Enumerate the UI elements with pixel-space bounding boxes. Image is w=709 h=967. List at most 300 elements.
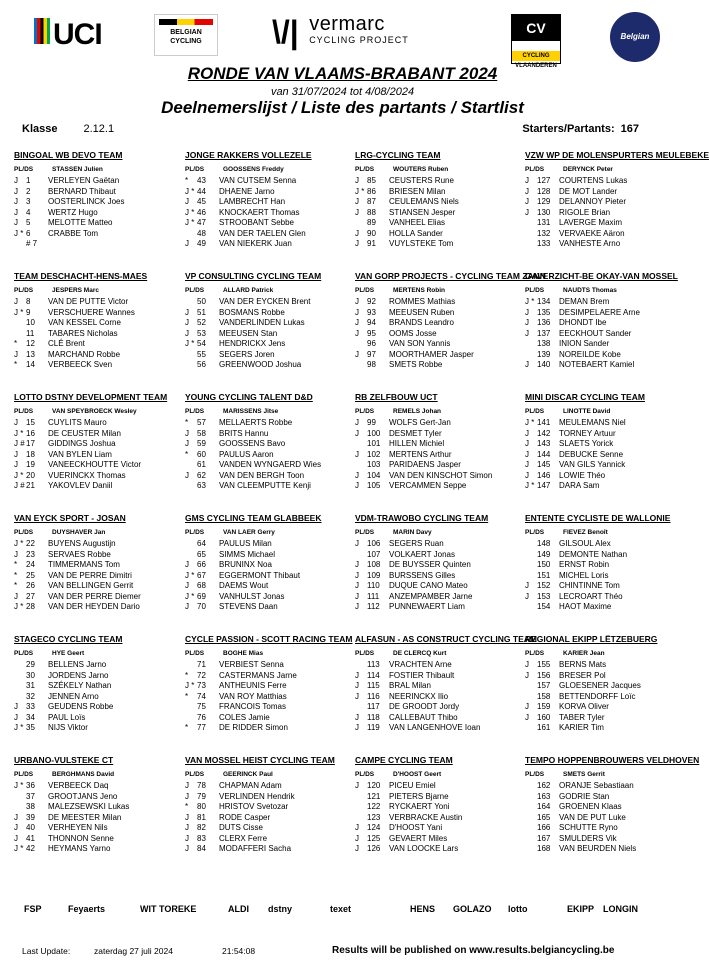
- rider-name: CLÉ Brent: [48, 339, 85, 348]
- rider-name: TORNEY Artuur: [559, 428, 616, 438]
- rider-row: [14, 581, 174, 592]
- rider-row: [355, 681, 515, 692]
- rider-row: [185, 592, 345, 603]
- rider-row: [185, 318, 345, 329]
- rider-name: DEMAN Brem: [559, 297, 610, 306]
- rider-name: NOREILDE Kobe: [559, 349, 621, 359]
- rider-number: 23: [26, 549, 35, 559]
- rider-row: [185, 571, 345, 582]
- rider-category: J: [14, 712, 18, 722]
- team-director: PL/DS DUYSHAVER Jan: [14, 529, 106, 536]
- rider-number: 163: [537, 791, 551, 801]
- team-name: GMS CYCLING TEAM GLABBEEK: [185, 513, 322, 523]
- rider-number: 43: [197, 176, 206, 185]
- rider-row: [355, 581, 515, 592]
- team-director: PL/DS ALLARD Patrick: [185, 287, 274, 294]
- rider-row: [525, 481, 685, 492]
- rider-row: [185, 297, 345, 308]
- rider-row: [14, 229, 174, 240]
- rider-row: [355, 823, 515, 834]
- rider-number: 76: [197, 712, 206, 722]
- rider-number: 149: [537, 549, 551, 559]
- rider-number: 67: [197, 570, 206, 580]
- rider-row: [525, 781, 685, 792]
- rider-number: 80: [197, 802, 206, 811]
- rider-name: BRIESEN Milan: [389, 186, 446, 196]
- rider-number: 16: [26, 428, 35, 438]
- rider-row: [525, 702, 685, 713]
- rider-name: BETTENDORFF Loïc: [559, 691, 636, 701]
- rider-name: PAULUS Milan: [219, 539, 272, 548]
- rider-number: 1: [26, 176, 31, 185]
- rider-name: MICHEL Loris: [559, 570, 609, 580]
- rider-name: DE MOT Lander: [559, 186, 618, 196]
- rider-name: ERNST Robin: [559, 560, 610, 569]
- rider-name: VAN DER TAELEN Glen: [219, 228, 306, 238]
- rider-row: [14, 471, 174, 482]
- rider-category: J: [525, 207, 529, 217]
- rider-category: J: [525, 307, 529, 317]
- rider-category: J: [355, 691, 359, 701]
- rider-name: VOLKAERT Jonas: [389, 549, 455, 559]
- team-block: [355, 634, 537, 734]
- rider-row: [185, 481, 345, 492]
- rider-category: J: [185, 318, 189, 327]
- rider-name: VAN LANGENHOVE Ioan: [389, 723, 481, 732]
- rider-category: *: [185, 691, 189, 701]
- team-name: YOUNG CYCLING TALENT D&D: [185, 392, 313, 402]
- rider-name: DE BUYSSER Quinten: [389, 560, 471, 569]
- rider-category: J: [355, 823, 359, 832]
- rider-name: MELLAERTS Robbe: [219, 418, 293, 427]
- rider-number: 133: [537, 239, 551, 248]
- rider-name: BRANDS Leandro: [389, 318, 454, 327]
- rider-number: 119: [367, 723, 380, 732]
- startlist-subtitle: Deelnemerslijst / Liste des partants / Startlist: [161, 98, 524, 117]
- rider-number: 159: [537, 702, 551, 711]
- team-name: CAMPE CYCLING TEAM: [355, 755, 453, 765]
- team-director: PL/DS GOOSSENS Freddy: [185, 166, 284, 173]
- rider-category: J: [14, 197, 18, 206]
- rider-category: *: [14, 560, 18, 569]
- rider-name: VANHULST Jonas: [219, 591, 285, 601]
- rider-name: VAN DE PUT Luke: [559, 812, 626, 822]
- rider-name: NEERINCKX Ilio: [389, 691, 449, 701]
- rider-number: 100: [367, 428, 381, 438]
- rider-row: [14, 723, 174, 734]
- rider-row: [185, 844, 345, 855]
- rider-name: JORDENS Jarno: [48, 670, 109, 680]
- uci-logo: UCI: [34, 18, 102, 52]
- rider-category: J: [14, 186, 18, 196]
- rider-category: J: [355, 228, 359, 238]
- rider-number: 104: [367, 470, 381, 480]
- rider-number: 92: [367, 297, 376, 306]
- rider-name: DE CEUSTER Milan: [48, 428, 121, 438]
- rider-category: J: [185, 307, 189, 317]
- rider-name: HEYMANS Yarno: [48, 844, 111, 853]
- rider-number: 27: [26, 591, 35, 601]
- rider-number: 20: [26, 470, 35, 480]
- rider-row: [14, 329, 174, 340]
- rider-row: [14, 176, 174, 187]
- rider-row: [525, 350, 685, 361]
- rider-row: [355, 239, 515, 250]
- rider-name: STIANSEN Jesper: [389, 207, 456, 217]
- rider-name: BOSMANS Robbe: [219, 307, 285, 317]
- rider-category: J *: [14, 602, 24, 611]
- rider-row: [355, 571, 515, 582]
- team-name: VP CONSULTING CYCLING TEAM: [185, 271, 322, 281]
- rider-number: 49: [197, 239, 206, 248]
- sponsor-logo: EKIPP: [567, 904, 595, 914]
- rider-category: J *: [14, 228, 24, 238]
- rider-name: KARIER Tim: [559, 723, 604, 732]
- team-name: TEAM DESCHACHT-HENS-MAES: [14, 271, 148, 281]
- rider-row: [185, 218, 345, 229]
- rider-category: J: [185, 470, 189, 480]
- rider-row: [14, 802, 174, 813]
- cycling-vlaanderen-logo: CV CYCLING VLAANDEREN: [511, 14, 561, 64]
- rider-number: 29: [26, 660, 35, 669]
- sponsor-bar: [0, 898, 685, 932]
- rider-number: 44: [197, 186, 206, 196]
- rider-name: HAOT Maxime: [559, 602, 612, 611]
- rider-category: J *: [185, 681, 195, 690]
- rider-number: 21: [26, 481, 35, 490]
- team-name: JONGE RAKKERS VOLLEZELE: [185, 150, 312, 160]
- rider-number: 162: [537, 781, 551, 790]
- team-name: VDM-TRAWOBO CYCLING TEAM: [355, 513, 489, 523]
- team-block: [355, 150, 515, 250]
- rider-name: SEGERS Ruan: [389, 539, 444, 548]
- rider-number: 9: [26, 307, 31, 317]
- team-block: [525, 150, 709, 250]
- rider-name: GODRIE Stan: [559, 791, 610, 801]
- rider-name: DE GROODT Jordy: [389, 702, 460, 711]
- rider-row: [14, 692, 174, 703]
- rider-name: WERTZ Hugo: [48, 207, 98, 217]
- rider-category: J: [185, 197, 189, 206]
- rider-row: [355, 692, 515, 703]
- rider-number: 52: [197, 318, 206, 327]
- rider-name: DESIMPELAERE Arne: [559, 307, 640, 317]
- rider-category: J: [355, 712, 359, 722]
- rider-name: RODE Casper: [219, 812, 271, 822]
- rider-row: [525, 602, 685, 613]
- rider-row: [14, 297, 174, 308]
- rider-number: 57: [197, 418, 206, 427]
- rider-row: [525, 592, 685, 603]
- rider-category: J: [525, 439, 529, 448]
- rider-number: 90: [367, 228, 376, 238]
- rider-category: J: [355, 207, 359, 217]
- rider-category: J: [14, 549, 18, 559]
- rider-name: BUYENS Augustijn: [48, 539, 116, 548]
- rider-category: J: [355, 670, 359, 680]
- team-name: MINI DISCAR CYCLING TEAM: [525, 392, 645, 402]
- team-director: PL/DS BERGHMANS David: [14, 771, 115, 778]
- rider-row: [14, 539, 174, 550]
- rider-name: VERVAEKE Aäron: [559, 228, 625, 238]
- rider-name: DARA Sam: [559, 481, 600, 490]
- rider-number: 24: [26, 560, 35, 569]
- rider-row: [185, 660, 345, 671]
- rider-row: [14, 350, 174, 361]
- rider-number: 75: [197, 702, 206, 711]
- rider-name: VERLINDEN Hendrik: [219, 791, 295, 801]
- rider-row: [525, 471, 685, 482]
- rider-name: SERVAES Robbe: [48, 549, 111, 559]
- rider-row: [185, 471, 345, 482]
- rider-category: J: [185, 823, 189, 832]
- rider-row: [355, 197, 515, 208]
- rider-category: J: [14, 297, 18, 306]
- team-director: PL/DS VAN LAER Gerry: [185, 529, 275, 536]
- rider-row: [14, 792, 174, 803]
- rider-category: J: [525, 176, 529, 185]
- rider-name: BRESER Pol: [559, 670, 606, 680]
- rider-number: 8: [26, 297, 31, 306]
- rider-category: J: [525, 712, 529, 722]
- team-block: [355, 392, 515, 492]
- rider-number: 79: [197, 791, 206, 801]
- rider-row: [14, 713, 174, 724]
- rider-category: J: [355, 307, 359, 317]
- rider-row: [355, 329, 515, 340]
- rider-row: [14, 208, 174, 219]
- rider-row: [355, 481, 515, 492]
- rider-category: J: [14, 449, 18, 459]
- rider-number: 156: [537, 670, 551, 680]
- rider-category: J *: [185, 339, 195, 348]
- rider-row: [525, 318, 685, 329]
- rider-row: [185, 229, 345, 240]
- rider-category: J *: [14, 723, 24, 732]
- rider-row: [525, 844, 685, 855]
- team-director: PL/DS NAUDTS Thomas: [525, 287, 617, 294]
- rider-row: [185, 692, 345, 703]
- team-director: PL/DS REMELS Johan: [355, 408, 442, 415]
- rider-number: 46: [197, 207, 206, 217]
- team-director: PL/DS KARIER Jean: [525, 650, 605, 657]
- rider-row: [185, 439, 345, 450]
- rider-name: DAEMS Wout: [219, 581, 269, 590]
- team-director: PL/DS SMETS Gerrit: [525, 771, 605, 778]
- team-director: PL/DS D'HOOST Geert: [355, 771, 442, 778]
- rider-name: GEUDENS Robbe: [48, 702, 114, 711]
- rider-name: LOWIE Théo: [559, 470, 606, 480]
- rider-row: [14, 218, 174, 229]
- rider-number: 134: [537, 297, 551, 306]
- team-director: PL/DS DERYNCK Peter: [525, 166, 613, 173]
- rider-number: 74: [197, 691, 206, 701]
- rider-number: 31: [26, 681, 35, 690]
- rider-row: [14, 308, 174, 319]
- rider-number: 5: [26, 218, 31, 227]
- rider-row: [185, 418, 345, 429]
- rider-row: [525, 229, 685, 240]
- rider-name: COLES Jamie: [219, 712, 270, 722]
- race-dates: van 31/07/2024 tot 4/08/2024: [270, 86, 415, 98]
- rider-number: 126: [367, 844, 381, 853]
- rider-name: VERLEYEN Gaëtan: [48, 176, 120, 185]
- rider-row: [185, 802, 345, 813]
- rider-category: J *: [525, 297, 535, 306]
- team-name: REGIONAL EKIPP LËTZEBUERG: [525, 634, 658, 644]
- rider-row: [14, 429, 174, 440]
- rider-number: 145: [537, 460, 551, 469]
- rider-name: EECKHOUT Sander: [559, 328, 632, 338]
- rider-name: VAN DEN BERGH Toon: [219, 470, 305, 480]
- rider-category: J: [14, 176, 18, 185]
- rider-category: J: [14, 833, 18, 843]
- team-block: [185, 634, 353, 734]
- rider-row: [525, 308, 685, 319]
- team-block: [185, 513, 345, 613]
- rider-category: J: [185, 560, 189, 569]
- rider-number: 11: [26, 328, 35, 338]
- sponsor-logo: lotto: [508, 904, 528, 914]
- rider-row: [185, 602, 345, 613]
- rider-name: VUERINCKX Thomas: [48, 470, 126, 480]
- rider-name: VANHESTE Arno: [559, 239, 621, 248]
- rider-name: VANHEEL Elias: [389, 218, 446, 227]
- rider-number: 69: [197, 591, 206, 601]
- rider-category: J: [185, 328, 189, 338]
- rider-number: 129: [537, 197, 551, 206]
- rider-name: JENNEN Arno: [48, 691, 99, 701]
- team-name: VAN MOSSEL HEIST CYCLING TEAM: [185, 755, 335, 765]
- rider-category: J: [355, 481, 359, 490]
- rider-name: MEEUSEN Ruben: [389, 307, 455, 317]
- rider-number: 108: [367, 560, 381, 569]
- rider-number: 28: [26, 602, 35, 611]
- rider-number: 137: [537, 328, 551, 338]
- rider-name: VAN DER HEYDEN Dario: [48, 602, 140, 611]
- rider-name: SIMMS Michael: [219, 549, 276, 559]
- last-update-label: Last Update:: [22, 946, 71, 956]
- rider-row: [525, 550, 685, 561]
- rider-name: VRACHTEN Arne: [389, 660, 452, 669]
- rider-number: 26: [26, 581, 35, 590]
- rider-row: [185, 723, 345, 734]
- team-director: PL/DS MARIN Davy: [355, 529, 432, 536]
- team-director: PL/DS JESPERS Marc: [14, 287, 99, 294]
- rider-category: *: [14, 339, 18, 348]
- rider-row: [14, 560, 174, 571]
- rider-number: 142: [537, 428, 551, 438]
- rider-number: 38: [26, 802, 35, 811]
- rider-name: MOORTHAMER Jasper: [389, 349, 474, 359]
- rider-row: [14, 439, 174, 450]
- rider-number: 61: [197, 460, 206, 469]
- rider-row: [185, 702, 345, 713]
- rider-name: VERHEYEN Nils: [48, 823, 108, 832]
- rider-row: [355, 439, 515, 450]
- rider-number: 15: [26, 418, 35, 427]
- rider-row: [185, 429, 345, 440]
- team-block: [185, 755, 345, 855]
- rider-row: [14, 602, 174, 613]
- rider-name: HOLLA Sander: [389, 228, 443, 238]
- rider-number: 51: [197, 307, 206, 317]
- rider-number: 148: [537, 539, 551, 548]
- rider-name: VERBEECK Sven: [48, 360, 113, 369]
- rider-name: FOSTIER Thibault: [389, 670, 455, 680]
- rider-row: [14, 360, 174, 371]
- rider-category: J: [355, 723, 359, 732]
- rider-row: [525, 723, 685, 734]
- rider-number: 141: [537, 418, 551, 427]
- sponsor-logo: texet: [330, 904, 352, 914]
- rider-number: 56: [197, 360, 206, 369]
- rider-row: [355, 539, 515, 550]
- rider-name: NIJS Viktor: [48, 723, 88, 732]
- rider-row: [14, 834, 174, 845]
- rider-name: MODAFFERI Sacha: [219, 844, 292, 853]
- rider-number: 152: [537, 581, 551, 590]
- rider-category: J: [355, 349, 359, 359]
- rider-category: J: [525, 186, 529, 196]
- team-director: PL/DS DE CLERCQ Kurt: [355, 650, 447, 657]
- team-block: [14, 634, 174, 734]
- rider-category: J *: [355, 186, 365, 196]
- rider-row: [525, 792, 685, 803]
- rider-name: LECROART Théo: [559, 591, 623, 601]
- rider-number: 55: [197, 349, 206, 359]
- team-director: PL/DS STASSEN Julien: [14, 166, 103, 173]
- rider-row: [14, 550, 174, 561]
- rider-row: [525, 581, 685, 592]
- rider-row: [355, 318, 515, 329]
- team-block: [185, 392, 345, 492]
- rider-number: 4: [26, 207, 31, 217]
- rider-name: CEULEMANS Niels: [389, 197, 459, 206]
- rider-number: 34: [26, 712, 35, 722]
- rider-category: J: [14, 823, 18, 832]
- rider-category: J: [185, 239, 189, 248]
- rider-row: [14, 418, 174, 429]
- rider-number: 63: [197, 481, 206, 490]
- rider-row: [525, 660, 685, 671]
- rider-number: 130: [537, 207, 551, 217]
- sponsor-logo: dstny: [268, 904, 293, 914]
- rider-row: [355, 844, 515, 855]
- rider-number: 132: [537, 228, 551, 238]
- rider-name: DUQUE CANO Mateo: [389, 581, 468, 590]
- rider-number: 86: [367, 186, 376, 196]
- rider-number: 105: [367, 481, 381, 490]
- rider-name: DEMONTE Nathan: [559, 549, 628, 559]
- rider-row: [14, 571, 174, 582]
- rider-row: [14, 460, 174, 471]
- rider-name: PUNNEWAERT Liam: [389, 602, 465, 611]
- rider-number: 60: [197, 449, 206, 459]
- rider-row: [185, 834, 345, 845]
- rider-name: HRISTOV Svetozar: [219, 802, 289, 811]
- rider-number: 160: [537, 712, 551, 722]
- rider-category: J: [355, 560, 359, 569]
- rider-name: VAN SON Yannis: [389, 339, 451, 348]
- rider-category: J: [185, 781, 189, 790]
- rider-number: 109: [367, 570, 381, 580]
- sponsor-logo: GOLAZO: [453, 904, 492, 914]
- rider-category: J: [355, 297, 359, 306]
- rider-category: J: [355, 328, 359, 338]
- rider-row: [185, 823, 345, 834]
- results-notice: Results will be published on www.results.belgiancycling.be: [332, 945, 615, 956]
